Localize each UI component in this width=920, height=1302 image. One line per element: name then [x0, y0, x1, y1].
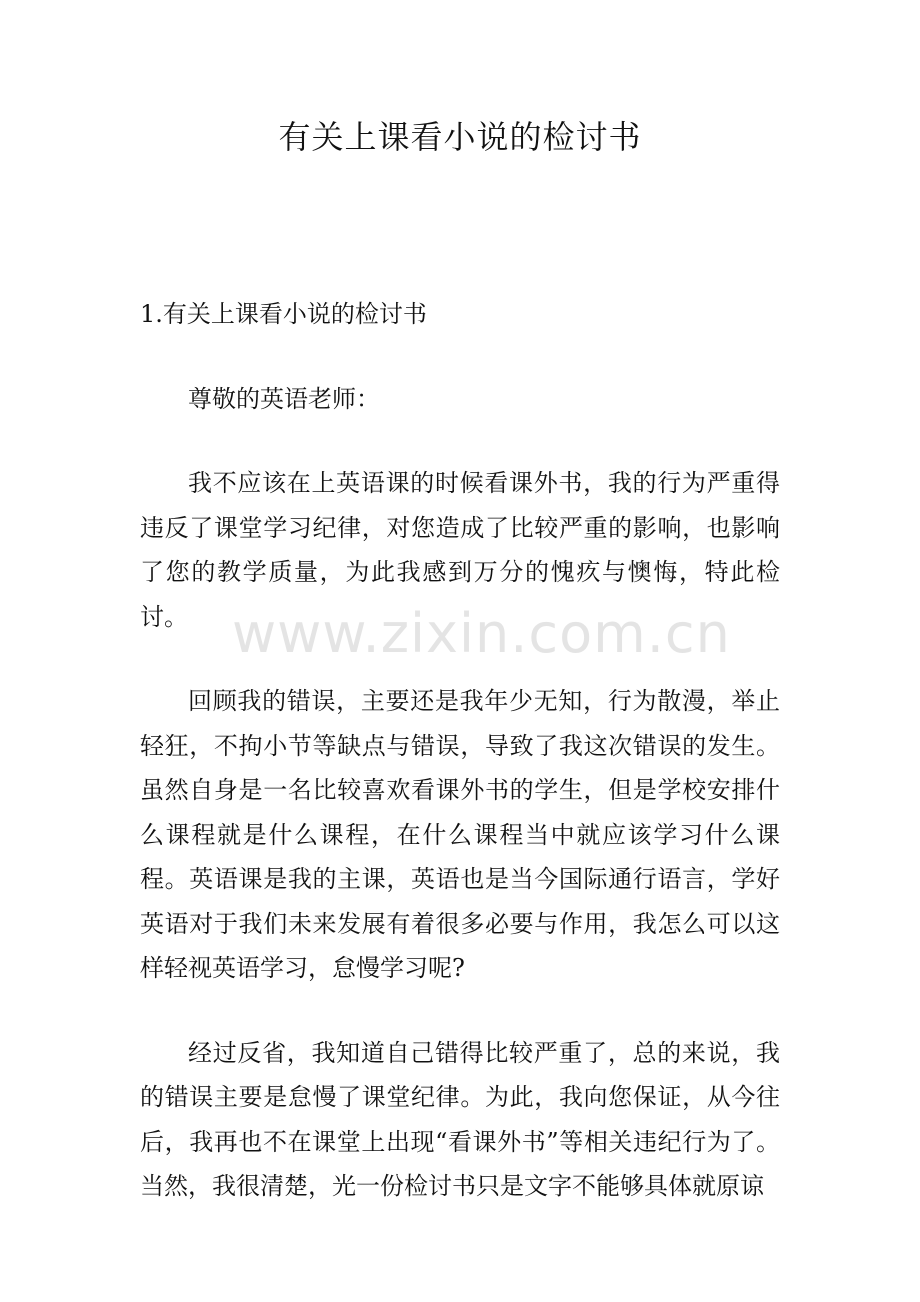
watermark-text: www.zixin.com.cn [232, 602, 731, 665]
paragraph-2: 回顾我的错误，主要还是我年少无知，行为散漫，举止轻狂，不拘小节等缺点与错误，导致了我这次错误的发生。虽然自身是一名比较喜欢看课外书的学生，但是学校安排什么课程就是什么课程，在什么课程当中就应该学习什么课程。英语课是我的主课，英语也是当今国际通行语言，学好英语对于我们未来发展有着很多必要与作用，我怎么可以这样轻视英语学习，怠慢学习呢? [140, 687, 780, 982]
paragraph-1: 我不应该在上英语课的时候看课外书，我的行为严重得违反了课堂学习纪律，对您造成了比较严重的影响，也影响了您的教学质量，为此我感到万分的愧疚与懊悔，特此检讨。 [140, 469, 780, 631]
paragraph-3: 经过反省，我知道自己错得比较严重了，总的来说，我的错误主要是怠慢了课堂纪律。为此，我向您保证，从今往后，我再也不在课堂上出现“看课外书”等相关违纪行为了。当然，我很清楚，光一份检讨书只是文字不能够具体就原谅 [140, 1038, 780, 1200]
document-body [140, 292, 780, 1249]
salutation: 尊敬的英语老师： [188, 384, 380, 413]
document-title: 有关上课看小说的检讨书 [278, 118, 642, 156]
section-heading: 1.有关上课看小说的检讨书 [140, 300, 427, 328]
